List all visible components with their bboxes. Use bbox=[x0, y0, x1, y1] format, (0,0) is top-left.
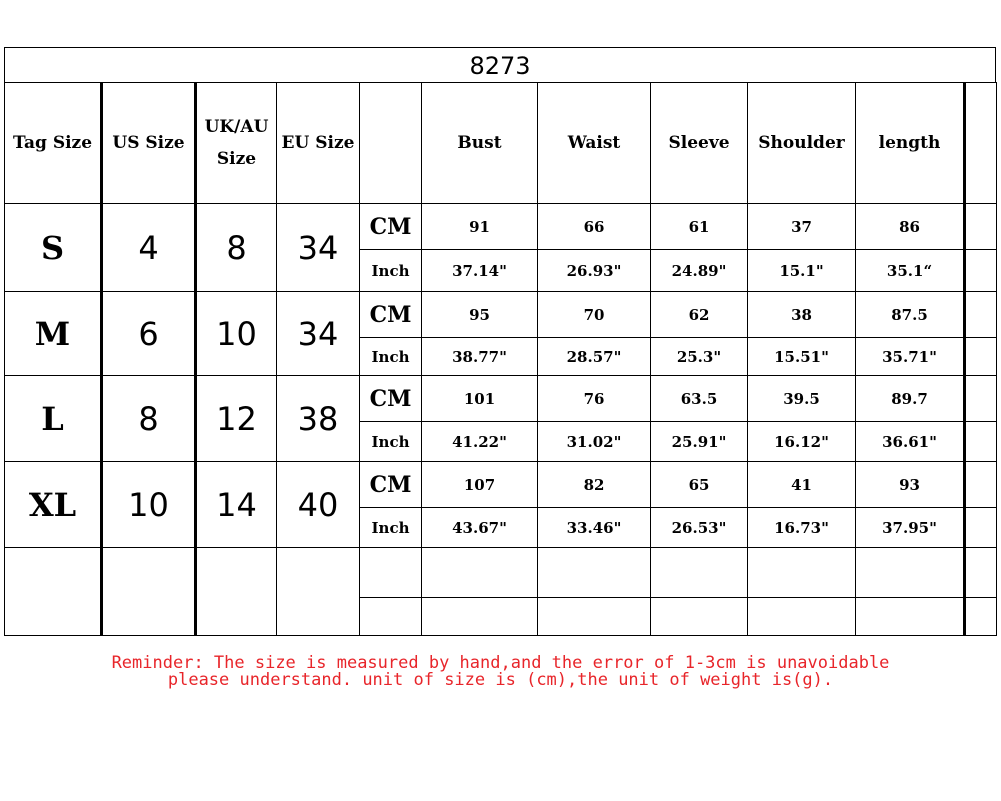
bust-inch-cell: 41.22" bbox=[422, 422, 538, 462]
length-inch-cell: 36.61" bbox=[856, 422, 965, 462]
extra-cell bbox=[965, 422, 997, 462]
size-table bbox=[4, 82, 997, 636]
header-eu-size: EU Size bbox=[277, 83, 360, 204]
bust-cm-cell: 107 bbox=[422, 462, 538, 508]
unit-cm-label: CM bbox=[360, 292, 422, 338]
us-size-cell: 8 bbox=[102, 376, 196, 462]
header-sleeve: Sleeve bbox=[651, 83, 748, 204]
sleeve-cm-cell: 65 bbox=[651, 462, 748, 508]
header-ukau-line1: UK/AU bbox=[204, 116, 269, 137]
extra-cell bbox=[965, 250, 997, 292]
length-cm-cell: 86 bbox=[856, 204, 965, 250]
unit-inch-label: Inch bbox=[360, 508, 422, 548]
sleeve-inch-cell: 25.91" bbox=[651, 422, 748, 462]
tag-size-cell: XL bbox=[5, 462, 102, 548]
extra-cell bbox=[965, 508, 997, 548]
header-bust: Bust bbox=[422, 83, 538, 204]
header-tag-size: Tag Size bbox=[5, 83, 102, 204]
reminder-note bbox=[0, 655, 1001, 689]
bust-inch-cell: 38.77" bbox=[422, 338, 538, 376]
shoulder-cm-cell: 38 bbox=[748, 292, 856, 338]
bust-inch-cell: 37.14" bbox=[422, 250, 538, 292]
empty-cell bbox=[277, 548, 360, 636]
waist-inch-cell: 31.02" bbox=[538, 422, 651, 462]
ukau-size-cell: 8 bbox=[196, 204, 277, 292]
sleeve-inch-cell: 25.3" bbox=[651, 338, 748, 376]
header-row bbox=[5, 83, 997, 204]
reminder-line-2: please understand. unit of size is (cm),the unit of weight is(g). bbox=[167, 670, 834, 690]
reminder-line-1: Reminder: The size is measured by hand,and the error of 1-3cm is unavoidable bbox=[111, 653, 890, 673]
waist-cm-cell: 70 bbox=[538, 292, 651, 338]
waist-inch-cell: 28.57" bbox=[538, 338, 651, 376]
waist-inch-cell: 33.46" bbox=[538, 508, 651, 548]
bust-cm-cell: 101 bbox=[422, 376, 538, 422]
empty-cell bbox=[748, 548, 856, 598]
extra-cell bbox=[965, 204, 997, 250]
chart-title: 8273 bbox=[4, 47, 996, 83]
waist-inch-cell: 26.93" bbox=[538, 250, 651, 292]
extra-cell bbox=[965, 338, 997, 376]
us-size-cell: 6 bbox=[102, 292, 196, 376]
length-inch-cell: 35.71" bbox=[856, 338, 965, 376]
waist-cm-cell: 82 bbox=[538, 462, 651, 508]
unit-cm-label: CM bbox=[360, 376, 422, 422]
header-us-size: US Size bbox=[102, 83, 196, 204]
shoulder-inch-cell: 15.51" bbox=[748, 338, 856, 376]
unit-inch-label: Inch bbox=[360, 250, 422, 292]
waist-cm-cell: 66 bbox=[538, 204, 651, 250]
us-size-cell: 10 bbox=[102, 462, 196, 548]
header-shoulder: Shoulder bbox=[748, 83, 856, 204]
ukau-size-cell: 12 bbox=[196, 376, 277, 462]
sleeve-inch-cell: 26.53" bbox=[651, 508, 748, 548]
bust-inch-cell: 43.67" bbox=[422, 508, 538, 548]
empty-cell bbox=[538, 548, 651, 598]
us-size-cell: 4 bbox=[102, 204, 196, 292]
eu-size-cell: 40 bbox=[277, 462, 360, 548]
empty-cell bbox=[856, 548, 965, 598]
empty-cell bbox=[965, 548, 997, 598]
eu-size-cell: 34 bbox=[277, 204, 360, 292]
length-inch-cell: 35.1“ bbox=[856, 250, 965, 292]
table-row bbox=[5, 292, 997, 338]
header-unit bbox=[360, 83, 422, 204]
empty-cell bbox=[965, 598, 997, 636]
empty-cell bbox=[196, 548, 277, 636]
header-extra bbox=[965, 83, 997, 204]
shoulder-cm-cell: 39.5 bbox=[748, 376, 856, 422]
sleeve-cm-cell: 61 bbox=[651, 204, 748, 250]
waist-cm-cell: 76 bbox=[538, 376, 651, 422]
empty-cell bbox=[856, 598, 965, 636]
shoulder-cm-cell: 41 bbox=[748, 462, 856, 508]
length-inch-cell: 37.95" bbox=[856, 508, 965, 548]
tag-size-cell: M bbox=[5, 292, 102, 376]
table-row bbox=[5, 204, 997, 250]
empty-cell bbox=[538, 598, 651, 636]
sleeve-cm-cell: 63.5 bbox=[651, 376, 748, 422]
tag-size-cell: S bbox=[5, 204, 102, 292]
header-ukau-size bbox=[196, 83, 277, 204]
unit-inch-label: Inch bbox=[360, 338, 422, 376]
eu-size-cell: 38 bbox=[277, 376, 360, 462]
header-ukau-line2: Size bbox=[216, 149, 257, 169]
empty-cell bbox=[422, 548, 538, 598]
ukau-size-cell: 10 bbox=[196, 292, 277, 376]
shoulder-cm-cell: 37 bbox=[748, 204, 856, 250]
extra-cell bbox=[965, 376, 997, 422]
shoulder-inch-cell: 15.1" bbox=[748, 250, 856, 292]
empty-row bbox=[5, 548, 997, 598]
empty-cell bbox=[360, 598, 422, 636]
empty-cell bbox=[5, 548, 102, 636]
tag-size-cell: L bbox=[5, 376, 102, 462]
sleeve-inch-cell: 24.89" bbox=[651, 250, 748, 292]
empty-cell bbox=[651, 598, 748, 636]
bust-cm-cell: 91 bbox=[422, 204, 538, 250]
extra-cell bbox=[965, 292, 997, 338]
ukau-size-cell: 14 bbox=[196, 462, 277, 548]
empty-cell bbox=[102, 548, 196, 636]
extra-cell bbox=[965, 462, 997, 508]
empty-cell bbox=[651, 548, 748, 598]
bust-cm-cell: 95 bbox=[422, 292, 538, 338]
header-waist: Waist bbox=[538, 83, 651, 204]
empty-cell bbox=[360, 548, 422, 598]
empty-cell bbox=[748, 598, 856, 636]
table-row bbox=[5, 376, 997, 422]
sleeve-cm-cell: 62 bbox=[651, 292, 748, 338]
unit-cm-label: CM bbox=[360, 204, 422, 250]
length-cm-cell: 87.5 bbox=[856, 292, 965, 338]
length-cm-cell: 93 bbox=[856, 462, 965, 508]
empty-cell bbox=[422, 598, 538, 636]
eu-size-cell: 34 bbox=[277, 292, 360, 376]
length-cm-cell: 89.7 bbox=[856, 376, 965, 422]
shoulder-inch-cell: 16.73" bbox=[748, 508, 856, 548]
table-row bbox=[5, 462, 997, 508]
header-length: length bbox=[856, 83, 965, 204]
unit-cm-label: CM bbox=[360, 462, 422, 508]
unit-inch-label: Inch bbox=[360, 422, 422, 462]
shoulder-inch-cell: 16.12" bbox=[748, 422, 856, 462]
